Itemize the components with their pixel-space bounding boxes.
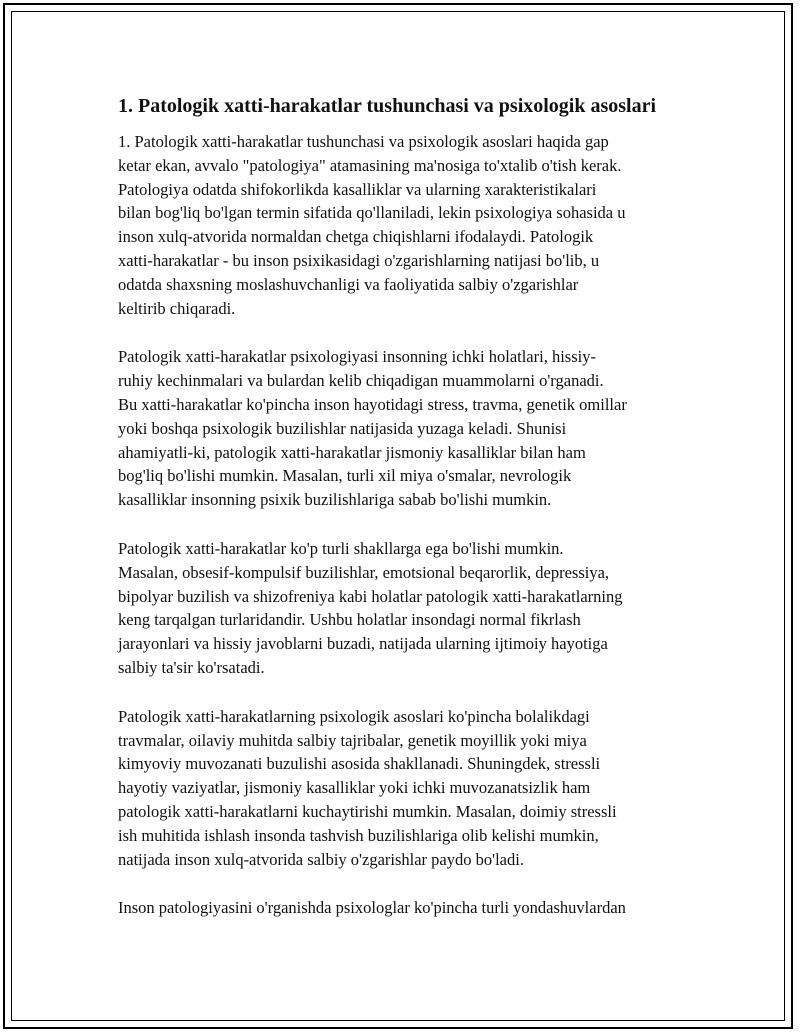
- paragraph-line: jarayonlari va hissiy javoblarni buzadi, natijada ularning ijtimoiy hayotiga: [118, 634, 608, 654]
- paragraph-line: hayotiy vaziyatlar, jismoniy kasalliklar yoki ichki muvozanatsizlik ham: [118, 778, 591, 798]
- paragraph: [118, 705, 692, 872]
- paragraph-line: keltirib chiqaradi.: [118, 298, 236, 318]
- paragraph-line: Patologiya odatda shifokorlikda kasalliklar va ularning xarakteristikalari: [118, 179, 597, 199]
- paragraph-line: odatda shaxsning moslashuvchanligi va faoliyatida salbiy o'zgarishlar: [118, 274, 579, 294]
- paragraph-line: ish muhitida ishlash insonda tashvish buzilishlariga olib kelishi mumkin,: [118, 825, 599, 845]
- paragraph-line: Inson patologiyasini o'rganishda psixologlar ko'pincha turli yondashuvlardan: [118, 898, 626, 918]
- paragraph-line: kasalliklar insonning psixik buzilishlariga sabab bo'lishi mumkin.: [118, 490, 552, 510]
- paragraph-line: salbiy ta'sir ko'rsatadi.: [118, 657, 265, 677]
- paragraph: [118, 345, 692, 512]
- paragraph-line: xatti-harakatlar - bu inson psixikasidagi o'zgarishlarning natijasi bo'lib, u: [118, 250, 600, 270]
- paragraph-container: [118, 130, 692, 920]
- paragraph-line: ahamiyatli-ki, patologik xatti-harakatlar jismoniy kasalliklar bilan ham: [118, 442, 586, 462]
- paragraph-line: Bu xatti-harakatlar ko'pincha inson hayotidagi stress, travma, genetik omillar: [118, 394, 627, 414]
- paragraph-line: Patologik xatti-harakatlarning psixologik asoslari ko'pincha bolalikdagi: [118, 706, 590, 726]
- paragraph-line: Masalan, obsesif-kompulsif buzilishlar, emotsional beqarorlik, depressiya,: [118, 562, 610, 582]
- paragraph-line: kimyoviy muvozanati buzulishi asosida shakllanadi. Shuningdek, stressli: [118, 754, 601, 774]
- section-title: 1. Patologik xatti-harakatlar tushunchasi va psixologik asoslari: [118, 95, 657, 117]
- paragraph-line: Patologik xatti-harakatlar ko'p turli shakllarga ega bo'lishi mumkin.: [118, 538, 564, 558]
- paragraph-line: inson xulq-atvorida normaldan chetga chiqishlarni ifodalaydi. Patologik: [118, 227, 594, 247]
- paragraph-line: ketar ekan, avvalo "patologiya" atamasining ma'nosiga to'xtalib o'tish kerak.: [118, 155, 622, 175]
- paragraph-line: bilan bog'liq bo'lgan termin sifatida qo'llaniladi, lekin psixologiya sohasida u: [118, 203, 626, 223]
- paragraph-line: bipolyar buzilish va shizofreniya kabi holatlar patologik xatti-harakatlarning: [118, 586, 623, 606]
- paragraph-line: natijada inson xulq-atvorida salbiy o'zgarishlar paydo bo'ladi.: [118, 849, 524, 869]
- paragraph-line: travmalar, oilaviy muhitda salbiy tajribalar, genetik moyillik yoki miya: [118, 730, 587, 750]
- paragraph-line: Patologik xatti-harakatlar psixologiyasi insonning ichki holatlari, hissiy-: [118, 347, 596, 367]
- paragraph-line: bog'liq bo'lishi mumkin. Masalan, turli xil miya o'smalar, nevrologik: [118, 466, 572, 486]
- paragraph: [118, 537, 692, 680]
- document-body: [118, 92, 692, 945]
- paragraph-line: ruhiy kechinmalari va bulardan kelib chiqadigan muammolarni o'rganadi.: [118, 371, 604, 391]
- paragraph-line: keng tarqalgan turlaridandir. Ushbu holatlar insondagi normal fikrlash: [118, 610, 581, 630]
- paragraph-line: patologik xatti-harakatlarni kuchaytirishi mumkin. Masalan, doimiy stressli: [118, 801, 617, 821]
- paragraph-line: yoki boshqa psixologik buzilishlar natijasida yuzaga keladi. Shunisi: [118, 418, 567, 438]
- paragraph: [118, 130, 692, 320]
- paragraph: [118, 896, 692, 920]
- paragraph-line: 1. Patologik xatti-harakatlar tushunchasi va psixologik asoslari haqida gap: [118, 132, 609, 151]
